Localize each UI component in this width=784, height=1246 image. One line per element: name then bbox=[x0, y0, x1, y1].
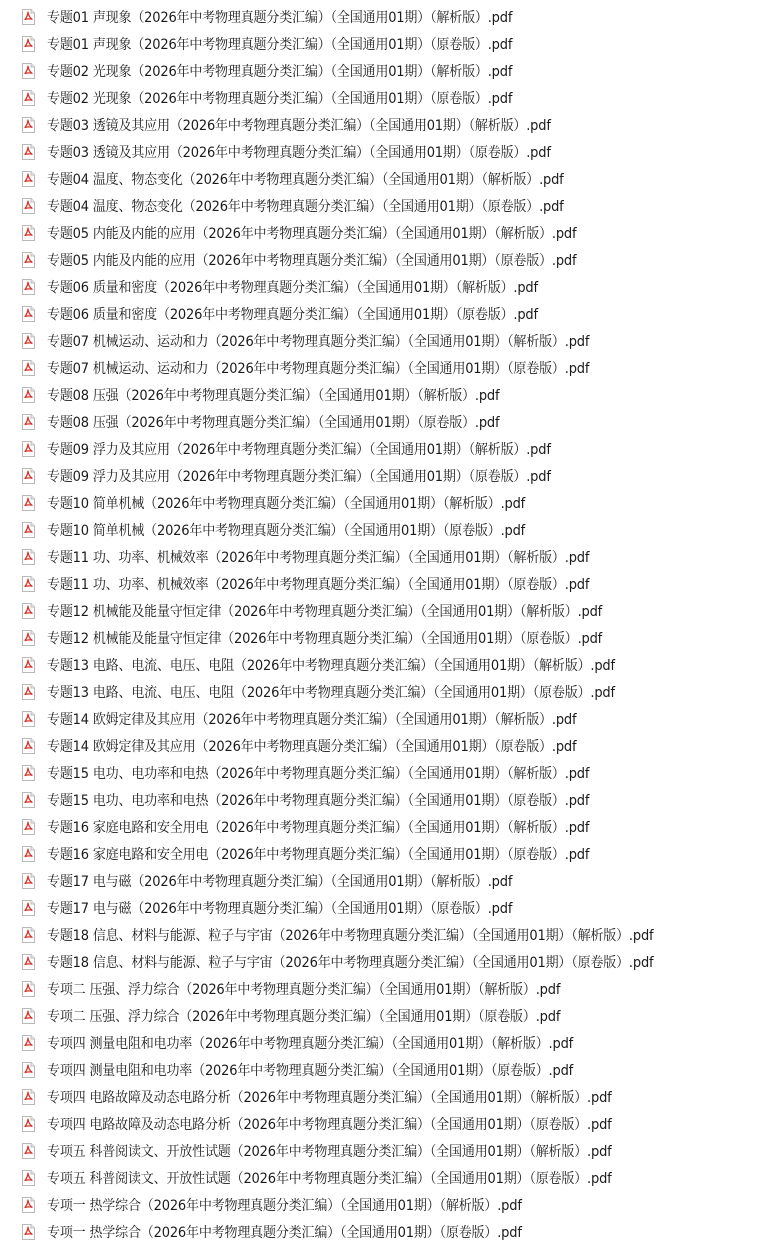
file-name: 专题01 声现象（2026年中考物理真题分类汇编）（全国通用01期）（解析版）.pdf bbox=[47, 9, 513, 26]
pdf-file-icon bbox=[22, 144, 35, 160]
file-name: 专题13 电路、电流、电压、电阻（2026年中考物理真题分类汇编）（全国通用01期）（原卷版）.pdf bbox=[47, 684, 615, 701]
file-name: 专题02 光现象（2026年中考物理真题分类汇编）（全国通用01期）（解析版）.pdf bbox=[47, 63, 513, 80]
pdf-file-icon bbox=[22, 576, 35, 592]
pdf-file-icon bbox=[22, 63, 35, 79]
file-item[interactable] bbox=[0, 84, 784, 111]
file-name: 专题07 机械运动、运动和力（2026年中考物理真题分类汇编）（全国通用01期）（解析版）.pdf bbox=[47, 333, 590, 350]
file-name: 专题10 简单机械（2026年中考物理真题分类汇编）（全国通用01期）（原卷版）.pdf bbox=[47, 522, 526, 539]
file-item[interactable] bbox=[0, 1218, 784, 1245]
file-name: 专题03 透镜及其应用（2026年中考物理真题分类汇编）（全国通用01期）（解析版）.pdf bbox=[47, 117, 551, 134]
file-item[interactable] bbox=[0, 1002, 784, 1029]
file-item[interactable] bbox=[0, 408, 784, 435]
file-item[interactable] bbox=[0, 354, 784, 381]
file-name: 专题02 光现象（2026年中考物理真题分类汇编）（全国通用01期）（原卷版）.pdf bbox=[47, 90, 513, 107]
file-item[interactable] bbox=[0, 300, 784, 327]
pdf-file-icon bbox=[22, 657, 35, 673]
file-name: 专题17 电与磁（2026年中考物理真题分类汇编）（全国通用01期）（原卷版）.pdf bbox=[47, 900, 513, 917]
file-item[interactable] bbox=[0, 165, 784, 192]
file-name: 专题08 压强（2026年中考物理真题分类汇编）（全国通用01期）（原卷版）.pdf bbox=[47, 414, 500, 431]
pdf-file-icon bbox=[22, 522, 35, 538]
file-item[interactable] bbox=[0, 435, 784, 462]
pdf-file-icon bbox=[22, 819, 35, 835]
file-item[interactable] bbox=[0, 30, 784, 57]
file-item[interactable] bbox=[0, 597, 784, 624]
file-item[interactable] bbox=[0, 651, 784, 678]
file-item[interactable] bbox=[0, 1029, 784, 1056]
file-name: 专项四 测量电阻和电功率（2026年中考物理真题分类汇编）（全国通用01期）（解析版）.pdf bbox=[47, 1035, 574, 1052]
file-item[interactable] bbox=[0, 678, 784, 705]
file-name: 专题04 温度、物态变化（2026年中考物理真题分类汇编）（全国通用01期）（原卷版）.pdf bbox=[47, 198, 564, 215]
file-name: 专题09 浮力及其应用（2026年中考物理真题分类汇编）（全国通用01期）（原卷版）.pdf bbox=[47, 468, 551, 485]
file-item[interactable] bbox=[0, 1137, 784, 1164]
file-item[interactable] bbox=[0, 219, 784, 246]
pdf-file-icon bbox=[22, 981, 35, 997]
file-name: 专项二 压强、浮力综合（2026年中考物理真题分类汇编）（全国通用01期）（解析版）.pdf bbox=[47, 981, 561, 998]
file-item[interactable] bbox=[0, 867, 784, 894]
file-item[interactable] bbox=[0, 813, 784, 840]
pdf-file-icon bbox=[22, 738, 35, 754]
file-item[interactable] bbox=[0, 732, 784, 759]
file-name: 专项五 科普阅读文、开放性试题（2026年中考物理真题分类汇编）（全国通用01期）（原卷版）.pdf bbox=[47, 1170, 612, 1187]
pdf-file-icon bbox=[22, 900, 35, 916]
file-item[interactable] bbox=[0, 786, 784, 813]
file-item[interactable] bbox=[0, 1056, 784, 1083]
pdf-file-icon bbox=[22, 1143, 35, 1159]
pdf-file-icon bbox=[22, 1062, 35, 1078]
file-name: 专项四 测量电阻和电功率（2026年中考物理真题分类汇编）（全国通用01期）（原卷版）.pdf bbox=[47, 1062, 574, 1079]
file-item[interactable] bbox=[0, 516, 784, 543]
file-item[interactable] bbox=[0, 138, 784, 165]
pdf-file-icon bbox=[22, 846, 35, 862]
file-name: 专题14 欧姆定律及其应用（2026年中考物理真题分类汇编）（全国通用01期）（原卷版）.pdf bbox=[47, 738, 577, 755]
pdf-file-icon bbox=[22, 603, 35, 619]
pdf-file-icon bbox=[22, 441, 35, 457]
file-item[interactable] bbox=[0, 1083, 784, 1110]
file-name: 专题15 电功、电功率和电热（2026年中考物理真题分类汇编）（全国通用01期）（解析版）.pdf bbox=[47, 765, 590, 782]
file-name: 专题05 内能及内能的应用（2026年中考物理真题分类汇编）（全国通用01期）（解析版）.pdf bbox=[47, 225, 577, 242]
pdf-file-icon bbox=[22, 1197, 35, 1213]
file-name: 专项二 压强、浮力综合（2026年中考物理真题分类汇编）（全国通用01期）（原卷版）.pdf bbox=[47, 1008, 561, 1025]
file-name: 专题06 质量和密度（2026年中考物理真题分类汇编）（全国通用01期）（原卷版）.pdf bbox=[47, 306, 538, 323]
pdf-file-icon bbox=[22, 279, 35, 295]
file-name: 专题13 电路、电流、电压、电阻（2026年中考物理真题分类汇编）（全国通用01期）（解析版）.pdf bbox=[47, 657, 615, 674]
file-item[interactable] bbox=[0, 921, 784, 948]
file-name: 专题08 压强（2026年中考物理真题分类汇编）（全国通用01期）（解析版）.pdf bbox=[47, 387, 500, 404]
file-name: 专题17 电与磁（2026年中考物理真题分类汇编）（全国通用01期）（解析版）.pdf bbox=[47, 873, 513, 890]
file-name: 专题10 简单机械（2026年中考物理真题分类汇编）（全国通用01期）（解析版）.pdf bbox=[47, 495, 526, 512]
file-item[interactable] bbox=[0, 1110, 784, 1137]
pdf-file-icon bbox=[22, 792, 35, 808]
pdf-file-icon bbox=[22, 1035, 35, 1051]
pdf-file-icon bbox=[22, 549, 35, 565]
file-item[interactable] bbox=[0, 894, 784, 921]
file-name: 专题18 信息、材料与能源、粒子与宇宙（2026年中考物理真题分类汇编）（全国通用01期）（原卷版）.pdf bbox=[47, 954, 654, 971]
pdf-file-icon bbox=[22, 684, 35, 700]
file-item[interactable] bbox=[0, 1164, 784, 1191]
file-item[interactable] bbox=[0, 840, 784, 867]
pdf-file-icon bbox=[22, 1170, 35, 1186]
file-item[interactable] bbox=[0, 759, 784, 786]
file-item[interactable] bbox=[0, 948, 784, 975]
file-item[interactable] bbox=[0, 543, 784, 570]
pdf-file-icon bbox=[22, 1008, 35, 1024]
file-item[interactable] bbox=[0, 273, 784, 300]
file-name: 专题16 家庭电路和安全用电（2026年中考物理真题分类汇编）（全国通用01期）（解析版）.pdf bbox=[47, 819, 590, 836]
file-name: 专题12 机械能及能量守恒定律（2026年中考物理真题分类汇编）（全国通用01期）（原卷版）.pdf bbox=[47, 630, 603, 647]
file-item[interactable] bbox=[0, 975, 784, 1002]
file-name: 专题16 家庭电路和安全用电（2026年中考物理真题分类汇编）（全国通用01期）（原卷版）.pdf bbox=[47, 846, 590, 863]
file-name: 专题12 机械能及能量守恒定律（2026年中考物理真题分类汇编）（全国通用01期）（解析版）.pdf bbox=[47, 603, 603, 620]
file-item[interactable] bbox=[0, 327, 784, 354]
pdf-file-icon bbox=[22, 1116, 35, 1132]
file-name: 专题15 电功、电功率和电热（2026年中考物理真题分类汇编）（全国通用01期）（原卷版）.pdf bbox=[47, 792, 590, 809]
file-item[interactable] bbox=[0, 462, 784, 489]
file-name: 专题11 功、功率、机械效率（2026年中考物理真题分类汇编）（全国通用01期）（解析版）.pdf bbox=[47, 549, 590, 566]
pdf-file-icon bbox=[22, 333, 35, 349]
file-name: 专题06 质量和密度（2026年中考物理真题分类汇编）（全国通用01期）（解析版）.pdf bbox=[47, 279, 538, 296]
pdf-file-icon bbox=[22, 171, 35, 187]
pdf-file-icon bbox=[22, 927, 35, 943]
file-name: 专项四 电路故障及动态电路分析（2026年中考物理真题分类汇编）（全国通用01期）（原卷版）.pdf bbox=[47, 1116, 612, 1133]
file-name: 专题11 功、功率、机械效率（2026年中考物理真题分类汇编）（全国通用01期）（原卷版）.pdf bbox=[47, 576, 590, 593]
file-item[interactable] bbox=[0, 489, 784, 516]
pdf-file-icon bbox=[22, 225, 35, 241]
pdf-file-icon bbox=[22, 711, 35, 727]
pdf-file-icon bbox=[22, 1224, 35, 1240]
pdf-file-icon bbox=[22, 306, 35, 322]
pdf-file-icon bbox=[22, 630, 35, 646]
file-item[interactable] bbox=[0, 705, 784, 732]
file-item[interactable] bbox=[0, 111, 784, 138]
pdf-file-icon bbox=[22, 117, 35, 133]
pdf-file-icon bbox=[22, 414, 35, 430]
file-name: 专项一 热学综合（2026年中考物理真题分类汇编）（全国通用01期）（原卷版）.pdf bbox=[47, 1224, 522, 1241]
file-name: 专题01 声现象（2026年中考物理真题分类汇编）（全国通用01期）（原卷版）.pdf bbox=[47, 36, 513, 53]
file-item[interactable] bbox=[0, 57, 784, 84]
pdf-file-icon bbox=[22, 198, 35, 214]
file-name: 专题09 浮力及其应用（2026年中考物理真题分类汇编）（全国通用01期）（解析版）.pdf bbox=[47, 441, 551, 458]
pdf-file-icon bbox=[22, 9, 35, 25]
file-name: 专项一 热学综合（2026年中考物理真题分类汇编）（全国通用01期）（解析版）.pdf bbox=[47, 1197, 522, 1214]
pdf-file-icon bbox=[22, 387, 35, 403]
file-name: 专题03 透镜及其应用（2026年中考物理真题分类汇编）（全国通用01期）（原卷版）.pdf bbox=[47, 144, 551, 161]
pdf-file-icon bbox=[22, 873, 35, 889]
file-item[interactable] bbox=[0, 246, 784, 273]
file-name: 专题07 机械运动、运动和力（2026年中考物理真题分类汇编）（全国通用01期）（原卷版）.pdf bbox=[47, 360, 590, 377]
file-name: 专题18 信息、材料与能源、粒子与宇宙（2026年中考物理真题分类汇编）（全国通用01期）（解析版）.pdf bbox=[47, 927, 654, 944]
pdf-file-icon bbox=[22, 36, 35, 52]
file-item[interactable] bbox=[0, 192, 784, 219]
file-item[interactable] bbox=[0, 570, 784, 597]
file-name: 专题14 欧姆定律及其应用（2026年中考物理真题分类汇编）（全国通用01期）（解析版）.pdf bbox=[47, 711, 577, 728]
file-item[interactable] bbox=[0, 381, 784, 408]
pdf-file-icon bbox=[22, 90, 35, 106]
file-name: 专题04 温度、物态变化（2026年中考物理真题分类汇编）（全国通用01期）（解析版）.pdf bbox=[47, 171, 564, 188]
pdf-file-icon bbox=[22, 468, 35, 484]
pdf-file-icon bbox=[22, 954, 35, 970]
pdf-file-icon bbox=[22, 252, 35, 268]
pdf-file-icon bbox=[22, 765, 35, 781]
file-item[interactable] bbox=[0, 1191, 784, 1218]
pdf-file-icon bbox=[22, 495, 35, 511]
file-name: 专项四 电路故障及动态电路分析（2026年中考物理真题分类汇编）（全国通用01期）（解析版）.pdf bbox=[47, 1089, 612, 1106]
file-item[interactable] bbox=[0, 3, 784, 30]
file-item[interactable] bbox=[0, 624, 784, 651]
file-name: 专项五 科普阅读文、开放性试题（2026年中考物理真题分类汇编）（全国通用01期）（解析版）.pdf bbox=[47, 1143, 612, 1160]
file-name: 专题05 内能及内能的应用（2026年中考物理真题分类汇编）（全国通用01期）（原卷版）.pdf bbox=[47, 252, 577, 269]
pdf-file-icon bbox=[22, 1089, 35, 1105]
pdf-file-icon bbox=[22, 360, 35, 376]
